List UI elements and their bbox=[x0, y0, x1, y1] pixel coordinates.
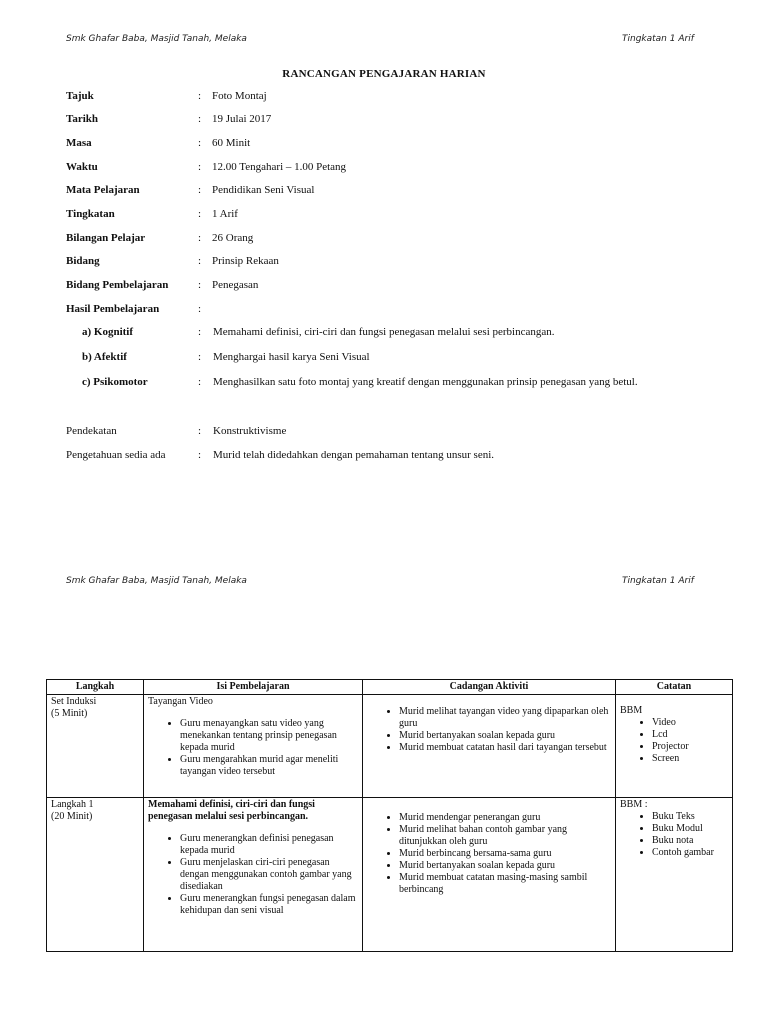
page-header-class: Tingkatan 1 Arif bbox=[622, 576, 694, 586]
outcome-value: Menghargai hasil karya Seni Visual bbox=[213, 351, 370, 363]
list-item: • Buku nota bbox=[652, 835, 728, 847]
list-item: • Murid melihat bahan contoh gambar yang ditunjukkan oleh guru bbox=[399, 824, 611, 848]
field-label: Pendekatan bbox=[66, 425, 117, 437]
list-item: • Video bbox=[652, 717, 728, 729]
activity-list bbox=[367, 812, 611, 896]
lesson-plan-table bbox=[46, 679, 733, 952]
content-list bbox=[148, 718, 358, 778]
field-colon: : bbox=[198, 184, 202, 196]
field-colon: : bbox=[198, 90, 202, 102]
field-row-bilangan-pelajar bbox=[0, 232, 768, 248]
notes-cell bbox=[616, 798, 733, 952]
column-header-cadangan-aktiviti: Cadangan Aktiviti bbox=[363, 680, 616, 695]
field-value: 1 Arif bbox=[212, 208, 238, 220]
field-label: Waktu bbox=[66, 161, 98, 173]
content-cell bbox=[144, 695, 363, 798]
outcome-label: c) Psikomotor bbox=[82, 376, 148, 388]
list-item: • Buku Modul bbox=[652, 823, 728, 835]
field-value: Konstruktivisme bbox=[213, 425, 287, 437]
field-label: Tajuk bbox=[66, 90, 94, 102]
list-item: • Contoh gambar bbox=[652, 847, 728, 859]
list-item: • Projector bbox=[652, 741, 728, 753]
field-value: Prinsip Rekaan bbox=[212, 255, 279, 267]
list-item: • Murid mendengar penerangan guru bbox=[399, 812, 611, 824]
field-label: Tarikh bbox=[66, 113, 99, 125]
field-row-bidang-pembelajaran bbox=[0, 279, 768, 295]
field-value: Penegasan bbox=[212, 279, 259, 291]
field-colon: : bbox=[198, 326, 202, 338]
field-label: Mata Pelajaran bbox=[66, 184, 140, 196]
list-item: • Guru menerangkan fungsi penegasan dalam kehidupan dan seni visual bbox=[180, 893, 358, 917]
field-value: 19 Julai 2017 bbox=[212, 113, 272, 125]
step-cell bbox=[47, 695, 144, 798]
field-colon: : bbox=[198, 449, 202, 461]
activity-list bbox=[367, 706, 611, 754]
field-colon: : bbox=[198, 303, 202, 315]
page-header-class: Tingkatan 1 Arif bbox=[622, 34, 694, 44]
page-header-school: Smk Ghafar Baba, Masjid Tanah, Melaka bbox=[66, 576, 247, 586]
field-value: 12.00 Tengahari – 1.00 Petang bbox=[212, 161, 347, 173]
activity-cell bbox=[363, 798, 616, 952]
list-item: • Guru menerangkan definisi penegasan kepada murid bbox=[180, 833, 358, 857]
list-item: • Guru menjelaskan ciri-ciri penegasan dengan menggunakan contoh gambar yang disediakan bbox=[180, 857, 358, 893]
field-row-tingkatan bbox=[0, 208, 768, 224]
list-item: • Murid melihat tayangan video yang dipaparkan oleh guru bbox=[399, 706, 611, 730]
outcome-label: a) Kognitif bbox=[82, 326, 134, 338]
table-row bbox=[47, 798, 733, 952]
list-item: • Lcd bbox=[652, 729, 728, 741]
field-colon: : bbox=[198, 279, 202, 291]
field-label: Tingkatan bbox=[66, 208, 115, 220]
field-label: Hasil Pembelajaran bbox=[66, 303, 160, 315]
notes-title: BBM : bbox=[620, 799, 648, 810]
field-row-tajuk bbox=[0, 90, 768, 106]
field-row-tarikh bbox=[0, 113, 768, 129]
field-value: 26 Orang bbox=[212, 232, 254, 244]
content-cell bbox=[144, 798, 363, 952]
document-title: RANCANGAN PENGAJARAN HARIAN bbox=[282, 68, 486, 80]
field-value: Murid telah didedahkan dengan pemahaman tentang unsur seni. bbox=[213, 449, 495, 461]
list-item: • Screen bbox=[652, 753, 728, 765]
outcome-label: b) Afektif bbox=[82, 351, 127, 363]
table-header-row bbox=[47, 680, 733, 695]
notes-cell bbox=[616, 695, 733, 798]
list-item: • Murid membuat catatan hasil dari tayangan tersebut bbox=[399, 742, 611, 754]
field-value: Foto Montaj bbox=[212, 90, 267, 102]
notes-list bbox=[620, 717, 728, 765]
column-header-langkah: Langkah bbox=[47, 680, 144, 695]
notes-list bbox=[620, 811, 728, 859]
field-colon: : bbox=[198, 232, 202, 244]
content-list bbox=[148, 833, 358, 917]
page-header-school: Smk Ghafar Baba, Masjid Tanah, Melaka bbox=[66, 34, 247, 44]
field-label: Bidang bbox=[66, 255, 100, 267]
field-row-pengetahuan-sedia-ada bbox=[0, 449, 768, 465]
outcome-row-psikomotor bbox=[0, 376, 768, 392]
step-name: Set Induksi bbox=[51, 696, 97, 707]
outcome-value: Menghasilkan satu foto montaj yang kreatif dengan menggunakan prinsip penegasan yang betul. bbox=[213, 376, 638, 388]
field-colon: : bbox=[198, 113, 202, 125]
notes-title: BBM bbox=[620, 705, 643, 716]
field-value: 60 Minit bbox=[212, 137, 251, 149]
field-label: Pengetahuan sedia ada bbox=[66, 449, 166, 461]
list-item: • Guru menayangkan satu video yang menekankan tentang prinsip penegasan kepada murid bbox=[180, 718, 358, 754]
field-row-mata-pelajaran bbox=[0, 184, 768, 200]
outcome-row-afektif bbox=[0, 351, 768, 367]
field-colon: : bbox=[198, 351, 202, 363]
list-item: • Buku Teks bbox=[652, 811, 728, 823]
field-row-bidang bbox=[0, 255, 768, 271]
content-title: Tayangan Video bbox=[148, 696, 213, 707]
activity-cell bbox=[363, 695, 616, 798]
field-colon: : bbox=[198, 255, 202, 267]
list-item: • Murid berbincang bersama-sama guru bbox=[399, 848, 611, 860]
field-colon: : bbox=[198, 161, 202, 173]
field-row-waktu bbox=[0, 161, 768, 177]
field-row-hasil-pembelajaran bbox=[0, 303, 768, 319]
field-colon: : bbox=[198, 208, 202, 220]
list-item: • Murid bertanyakan soalan kepada guru bbox=[399, 860, 611, 872]
field-colon: : bbox=[198, 137, 202, 149]
list-item: • Murid membuat catatan masing-masing sambil berbincang bbox=[399, 872, 611, 896]
content-title: Memahami definisi, ciri-ciri dan fungsi penegasan melalui sesi perbincangan. bbox=[148, 799, 315, 822]
step-duration: (20 Minit) bbox=[51, 811, 93, 822]
field-colon: : bbox=[198, 376, 202, 388]
step-duration: (5 Minit) bbox=[51, 708, 88, 719]
field-row-pendekatan bbox=[0, 425, 768, 441]
field-label: Bilangan Pelajar bbox=[66, 232, 146, 244]
list-item: • Murid bertanyakan soalan kepada guru bbox=[399, 730, 611, 742]
field-label: Masa bbox=[66, 137, 92, 149]
step-cell bbox=[47, 798, 144, 952]
column-header-isi-pembelajaran: Isi Pembelajaran bbox=[144, 680, 363, 695]
outcome-value: Memahami definisi, ciri-ciri dan fungsi penegasan melalui sesi perbincangan. bbox=[213, 326, 555, 338]
field-label: Bidang Pembelajaran bbox=[66, 279, 169, 291]
step-name: Langkah 1 bbox=[51, 799, 94, 810]
outcome-row-kognitif bbox=[0, 326, 768, 342]
column-header-catatan: Catatan bbox=[616, 680, 733, 695]
field-value: Pendidikan Seni Visual bbox=[212, 184, 315, 196]
field-colon: : bbox=[198, 425, 202, 437]
table-row bbox=[47, 695, 733, 798]
field-row-masa bbox=[0, 137, 768, 153]
list-item: • Guru mengarahkan murid agar meneliti tayangan video tersebut bbox=[180, 754, 358, 778]
